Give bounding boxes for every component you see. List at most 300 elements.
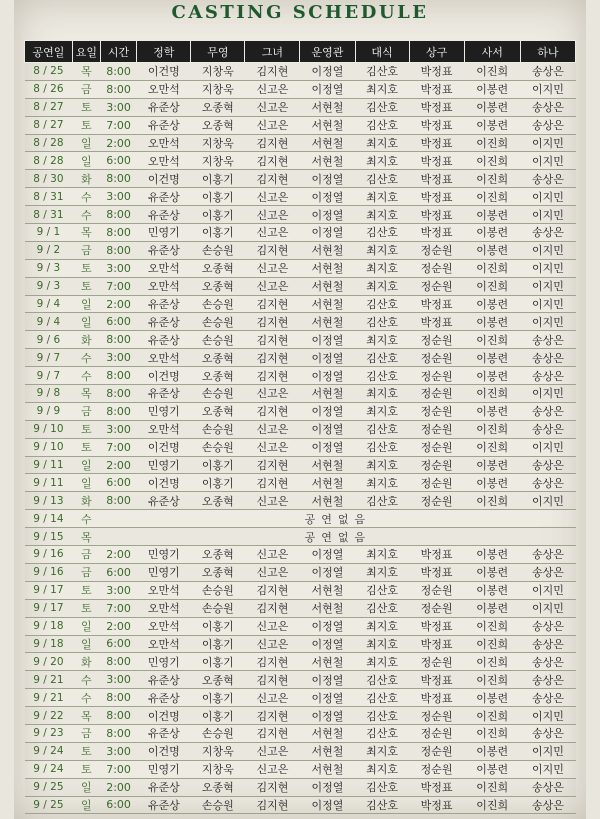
table-cell: 이진희 — [464, 170, 520, 188]
column-header: 하나 — [520, 41, 575, 63]
table-cell: 김지현 — [245, 402, 300, 420]
table-cell: 송상은 — [520, 116, 575, 134]
table-cell: 수 — [72, 671, 100, 689]
table-row — [25, 295, 576, 313]
table-cell: 유준상 — [137, 671, 191, 689]
table-cell: 서현철 — [300, 241, 355, 259]
table-cell: 김지현 — [245, 241, 300, 259]
table-cell: 최지호 — [355, 259, 409, 277]
table-cell: 이홍기 — [191, 206, 245, 224]
table-cell: 9 / 18 — [25, 617, 73, 635]
table-cell: 이진희 — [464, 724, 520, 742]
table-cell: 신고은 — [245, 742, 300, 760]
table-cell: 이정열 — [300, 635, 355, 653]
table-cell: 김산호 — [355, 170, 409, 188]
table-cell: 박정표 — [409, 617, 464, 635]
page-title: CASTING SCHEDULE — [171, 2, 429, 23]
table-cell: 오종혁 — [191, 259, 245, 277]
table-cell: 지창욱 — [191, 63, 245, 81]
table-cell: 오종혁 — [191, 349, 245, 367]
table-cell: 이진희 — [464, 277, 520, 295]
table-cell: 서현철 — [300, 134, 355, 152]
table-cell: 김산호 — [355, 349, 409, 367]
table-cell: 일 — [72, 778, 100, 796]
table-cell: 이정열 — [300, 63, 355, 81]
table-cell: 이건명 — [137, 170, 191, 188]
no-performance-notice: 공연없음 — [100, 528, 575, 546]
table-cell: 6:00 — [100, 796, 136, 814]
table-cell: 신고은 — [245, 224, 300, 242]
header-row — [25, 41, 576, 63]
table-cell: 8:00 — [100, 653, 136, 671]
table-cell: 박정표 — [409, 224, 464, 242]
table-cell: 박정표 — [409, 295, 464, 313]
table-cell: 손승원 — [191, 420, 245, 438]
table-cell: 9 / 3 — [25, 259, 73, 277]
table-cell: 이건명 — [137, 63, 191, 81]
table-cell: 유준상 — [137, 778, 191, 796]
table-cell: 신고은 — [245, 617, 300, 635]
table-cell: 이지민 — [520, 707, 575, 725]
table-cell: 유준상 — [137, 295, 191, 313]
column-header: 상구 — [409, 41, 464, 63]
table-cell: 이진희 — [464, 63, 520, 81]
table-cell: 김산호 — [355, 671, 409, 689]
table-cell: 3:00 — [100, 742, 136, 760]
table-cell: 이지민 — [520, 152, 575, 170]
table-cell: 유준상 — [137, 492, 191, 510]
table-cell: 최지호 — [355, 456, 409, 474]
table-cell: 서현철 — [300, 295, 355, 313]
table-cell: 김지현 — [245, 707, 300, 725]
table-cell: 이진희 — [464, 438, 520, 456]
table-cell: 신고은 — [245, 760, 300, 778]
table-cell: 9 / 7 — [25, 349, 73, 367]
table-row — [25, 599, 576, 617]
table-cell: 일 — [72, 456, 100, 474]
table-cell: 정순원 — [409, 438, 464, 456]
table-cell: 최지호 — [355, 402, 409, 420]
table-cell: 6:00 — [100, 635, 136, 653]
table-cell: 금 — [72, 546, 100, 564]
table-cell: 민영기 — [137, 653, 191, 671]
table-cell: 이진희 — [464, 492, 520, 510]
table-cell: 정순원 — [409, 385, 464, 403]
table-cell: 김지현 — [245, 474, 300, 492]
table-cell: 이정열 — [300, 80, 355, 98]
table-cell: 유준상 — [137, 796, 191, 814]
table-cell: 이정열 — [300, 689, 355, 707]
table-cell: 손승원 — [191, 599, 245, 617]
table-cell: 2:00 — [100, 617, 136, 635]
table-cell: 김지현 — [245, 152, 300, 170]
table-cell: 최지호 — [355, 206, 409, 224]
column-header: 시간 — [100, 41, 136, 63]
table-cell: 정순원 — [409, 724, 464, 742]
table-cell: 오종혁 — [191, 492, 245, 510]
table-cell: 이봉련 — [464, 456, 520, 474]
table-row — [25, 206, 576, 224]
table-cell: 9 / 9 — [25, 402, 73, 420]
table-cell: 8:00 — [100, 241, 136, 259]
table-cell: 손승원 — [191, 796, 245, 814]
table-cell: 김지현 — [245, 599, 300, 617]
table-cell: 9 / 13 — [25, 492, 73, 510]
table-cell: 수 — [72, 206, 100, 224]
table-cell: 이진희 — [464, 134, 520, 152]
table-cell: 김산호 — [355, 295, 409, 313]
table-cell: 김지현 — [245, 313, 300, 331]
table-cell: 이지민 — [520, 241, 575, 259]
table-cell: 9 / 2 — [25, 241, 73, 259]
table-cell: 금 — [72, 402, 100, 420]
table-cell: 송상은 — [520, 402, 575, 420]
table-cell: 이정열 — [300, 170, 355, 188]
table-cell: 신고은 — [245, 420, 300, 438]
table-cell: 이진희 — [464, 331, 520, 349]
table-row — [25, 152, 576, 170]
table-cell: 송상은 — [520, 367, 575, 385]
column-header: 공연일 — [25, 41, 73, 63]
table-cell: 손승원 — [191, 313, 245, 331]
table-cell: 서현철 — [300, 116, 355, 134]
table-cell: 김산호 — [355, 116, 409, 134]
table-cell: 이정열 — [300, 188, 355, 206]
table-cell: 박정표 — [409, 635, 464, 653]
table-row — [25, 259, 576, 277]
table-cell: 정순원 — [409, 581, 464, 599]
table-cell: 이봉련 — [464, 581, 520, 599]
table-cell: 이지민 — [520, 206, 575, 224]
table-cell: 최지호 — [355, 152, 409, 170]
table-cell: 오만석 — [137, 581, 191, 599]
casting-schedule-table — [24, 40, 576, 814]
table-cell: 손승원 — [191, 724, 245, 742]
table-cell: 박정표 — [409, 98, 464, 116]
table-cell: 이홍기 — [191, 224, 245, 242]
table-cell: 민영기 — [137, 760, 191, 778]
table-cell: 이봉련 — [464, 402, 520, 420]
table-cell: 9 / 23 — [25, 724, 73, 742]
table-cell: 오만석 — [137, 635, 191, 653]
table-cell: 이지민 — [520, 581, 575, 599]
table-cell: 이진희 — [464, 796, 520, 814]
table-cell: 오만석 — [137, 617, 191, 635]
table-cell: 이진희 — [464, 671, 520, 689]
table-cell: 정순원 — [409, 349, 464, 367]
table-cell: 수 — [72, 510, 100, 528]
table-cell: 8 / 26 — [25, 80, 73, 98]
table-cell: 이홍기 — [191, 474, 245, 492]
table-cell: 8 / 31 — [25, 206, 73, 224]
table-cell: 정순원 — [409, 367, 464, 385]
table-cell: 정순원 — [409, 599, 464, 617]
table-cell: 송상은 — [520, 456, 575, 474]
table-cell: 3:00 — [100, 259, 136, 277]
table-cell: 금 — [72, 724, 100, 742]
table-cell: 이정열 — [300, 402, 355, 420]
table-cell: 최지호 — [355, 277, 409, 295]
table-cell: 유준상 — [137, 689, 191, 707]
table-cell: 9 / 20 — [25, 653, 73, 671]
column-header: 그녀 — [245, 41, 300, 63]
table-cell: 2:00 — [100, 456, 136, 474]
table-cell: 이정열 — [300, 617, 355, 635]
table-cell: 이지민 — [520, 313, 575, 331]
table-cell: 3:00 — [100, 349, 136, 367]
table-cell: 신고은 — [245, 98, 300, 116]
table-cell: 이봉련 — [464, 563, 520, 581]
table-cell: 정순원 — [409, 742, 464, 760]
table-cell: 9 / 21 — [25, 671, 73, 689]
table-cell: 서현철 — [300, 152, 355, 170]
table-cell: 이봉련 — [464, 760, 520, 778]
table-cell: 8:00 — [100, 367, 136, 385]
table-row — [25, 474, 576, 492]
table-cell: 8:00 — [100, 492, 136, 510]
table-cell: 서현철 — [300, 760, 355, 778]
table-cell: 손승원 — [191, 241, 245, 259]
table-cell: 이정열 — [300, 349, 355, 367]
table-cell: 8 / 28 — [25, 134, 73, 152]
table-cell: 이봉련 — [464, 689, 520, 707]
table-cell: 금 — [72, 241, 100, 259]
table-cell: 서현철 — [300, 581, 355, 599]
table-cell: 8 / 31 — [25, 188, 73, 206]
table-row — [25, 402, 576, 420]
table-cell: 지창욱 — [191, 80, 245, 98]
table-cell: 6:00 — [100, 152, 136, 170]
table-cell: 8:00 — [100, 170, 136, 188]
table-cell: 이지민 — [520, 492, 575, 510]
table-cell: 김지현 — [245, 63, 300, 81]
table-cell: 서현철 — [300, 313, 355, 331]
table-cell: 9 / 11 — [25, 456, 73, 474]
table-cell: 8 / 28 — [25, 152, 73, 170]
table-cell: 7:00 — [100, 599, 136, 617]
table-cell: 6:00 — [100, 563, 136, 581]
column-header: 운영관 — [300, 41, 355, 63]
table-cell: 정순원 — [409, 259, 464, 277]
table-cell: 수 — [72, 188, 100, 206]
table-cell: 3:00 — [100, 188, 136, 206]
table-cell: 이건명 — [137, 742, 191, 760]
table-row — [25, 170, 576, 188]
table-row — [25, 492, 576, 510]
table-cell: 화 — [72, 653, 100, 671]
table-cell: 김산호 — [355, 724, 409, 742]
table-cell: 신고은 — [245, 563, 300, 581]
table-cell: 유준상 — [137, 188, 191, 206]
table-cell: 최지호 — [355, 760, 409, 778]
table-cell: 박정표 — [409, 689, 464, 707]
table-cell: 이지민 — [520, 760, 575, 778]
table-cell: 오종혁 — [191, 277, 245, 295]
table-row — [25, 188, 576, 206]
table-row — [25, 724, 576, 742]
table-row — [25, 563, 576, 581]
table-cell: 목 — [72, 224, 100, 242]
table-cell: 이정열 — [300, 367, 355, 385]
table-cell: 정순원 — [409, 707, 464, 725]
table-cell: 최지호 — [355, 635, 409, 653]
table-cell: 일 — [72, 474, 100, 492]
table-cell: 이봉련 — [464, 313, 520, 331]
table-cell: 송상은 — [520, 98, 575, 116]
table-cell: 7:00 — [100, 277, 136, 295]
table-cell: 이지민 — [520, 134, 575, 152]
table-cell: 신고은 — [245, 546, 300, 564]
table-cell: 박정표 — [409, 152, 464, 170]
table-cell: 이봉련 — [464, 546, 520, 564]
table-cell: 서현철 — [300, 474, 355, 492]
table-cell: 지창욱 — [191, 134, 245, 152]
table-cell: 토 — [72, 116, 100, 134]
table-cell: 박정표 — [409, 63, 464, 81]
table-cell: 8:00 — [100, 206, 136, 224]
table-cell: 정순원 — [409, 492, 464, 510]
table-cell: 김지현 — [245, 581, 300, 599]
table-cell: 김산호 — [355, 438, 409, 456]
table-cell: 이홍기 — [191, 617, 245, 635]
table-cell: 이지민 — [520, 277, 575, 295]
table-cell: 3:00 — [100, 581, 136, 599]
table-cell: 김산호 — [355, 63, 409, 81]
table-row — [25, 438, 576, 456]
table-cell: 송상은 — [520, 63, 575, 81]
table-cell: 8 / 27 — [25, 116, 73, 134]
table-cell: 서현철 — [300, 277, 355, 295]
table-cell: 9 / 10 — [25, 438, 73, 456]
table-cell: 오만석 — [137, 152, 191, 170]
table-cell: 손승원 — [191, 438, 245, 456]
table-cell: 최지호 — [355, 474, 409, 492]
table-cell: 서현철 — [300, 456, 355, 474]
table-cell: 정순원 — [409, 420, 464, 438]
table-cell: 김지현 — [245, 134, 300, 152]
table-row — [25, 116, 576, 134]
table-cell: 토 — [72, 742, 100, 760]
table-cell: 박정표 — [409, 313, 464, 331]
table-cell: 이홍기 — [191, 707, 245, 725]
table-cell: 최지호 — [355, 241, 409, 259]
column-header: 정학 — [137, 41, 191, 63]
table-cell: 8 / 25 — [25, 63, 73, 81]
table-cell: 유준상 — [137, 241, 191, 259]
table-cell: 2:00 — [100, 295, 136, 313]
table-cell: 이건명 — [137, 707, 191, 725]
table-cell: 이지민 — [520, 188, 575, 206]
table-cell: 김지현 — [245, 724, 300, 742]
table-cell: 유준상 — [137, 724, 191, 742]
table-row — [25, 653, 576, 671]
table-cell: 이지민 — [520, 438, 575, 456]
table-cell: 서현철 — [300, 385, 355, 403]
table-cell: 정순원 — [409, 277, 464, 295]
table-cell: 신고은 — [245, 385, 300, 403]
table-cell: 이진희 — [464, 188, 520, 206]
table-cell: 신고은 — [245, 438, 300, 456]
table-cell: 8:00 — [100, 80, 136, 98]
table-cell: 유준상 — [137, 331, 191, 349]
table-cell: 9 / 8 — [25, 385, 73, 403]
table-cell: 서현철 — [300, 742, 355, 760]
table-cell: 정순원 — [409, 402, 464, 420]
table-row — [25, 742, 576, 760]
table-cell: 9 / 21 — [25, 689, 73, 707]
table-cell: 이정열 — [300, 796, 355, 814]
table-cell: 이봉련 — [464, 116, 520, 134]
table-cell: 9 / 15 — [25, 528, 73, 546]
table-row — [25, 134, 576, 152]
table-cell: 신고은 — [245, 492, 300, 510]
table-cell: 토 — [72, 98, 100, 116]
table-cell: 이진희 — [464, 617, 520, 635]
table-cell: 이봉련 — [464, 241, 520, 259]
table-row — [25, 385, 576, 403]
table-cell: 최지호 — [355, 188, 409, 206]
table-cell: 토 — [72, 599, 100, 617]
table-cell: 9 / 4 — [25, 295, 73, 313]
table-cell: 이진희 — [464, 707, 520, 725]
table-cell: 송상은 — [520, 349, 575, 367]
table-cell: 유준상 — [137, 313, 191, 331]
table-cell: 9 / 6 — [25, 331, 73, 349]
table-cell: 송상은 — [520, 689, 575, 707]
table-cell: 7:00 — [100, 116, 136, 134]
table-cell: 김지현 — [245, 349, 300, 367]
table-cell: 신고은 — [245, 80, 300, 98]
table-cell: 이홍기 — [191, 653, 245, 671]
table-row — [25, 63, 576, 81]
table-cell: 박정표 — [409, 796, 464, 814]
table-cell: 박정표 — [409, 116, 464, 134]
table-cell: 이지민 — [520, 80, 575, 98]
table-cell: 토 — [72, 581, 100, 599]
table-cell: 송상은 — [520, 331, 575, 349]
table-cell: 이지민 — [520, 599, 575, 617]
table-cell: 이봉련 — [464, 742, 520, 760]
table-cell: 이봉련 — [464, 98, 520, 116]
table-cell: 7:00 — [100, 438, 136, 456]
table-row — [25, 80, 576, 98]
table-cell: 김지현 — [245, 295, 300, 313]
table-cell: 송상은 — [520, 170, 575, 188]
table-row — [25, 707, 576, 725]
table-cell: 김산호 — [355, 313, 409, 331]
table-cell: 이건명 — [137, 367, 191, 385]
table-cell: 화 — [72, 170, 100, 188]
table-cell: 이진희 — [464, 635, 520, 653]
table-row — [25, 224, 576, 242]
table-cell: 금 — [72, 80, 100, 98]
table-cell: 김지현 — [245, 671, 300, 689]
table-cell: 손승원 — [191, 581, 245, 599]
table-cell: 김산호 — [355, 367, 409, 385]
table-cell: 송상은 — [520, 563, 575, 581]
table-cell: 박정표 — [409, 134, 464, 152]
table-cell: 박정표 — [409, 170, 464, 188]
table-cell: 2:00 — [100, 134, 136, 152]
table-cell: 송상은 — [520, 546, 575, 564]
table-row — [25, 671, 576, 689]
table-cell: 이봉련 — [464, 80, 520, 98]
table-cell: 서현철 — [300, 724, 355, 742]
table-cell: 일 — [72, 617, 100, 635]
table-cell: 8:00 — [100, 689, 136, 707]
table-cell: 6:00 — [100, 313, 136, 331]
table-cell: 이정열 — [300, 331, 355, 349]
